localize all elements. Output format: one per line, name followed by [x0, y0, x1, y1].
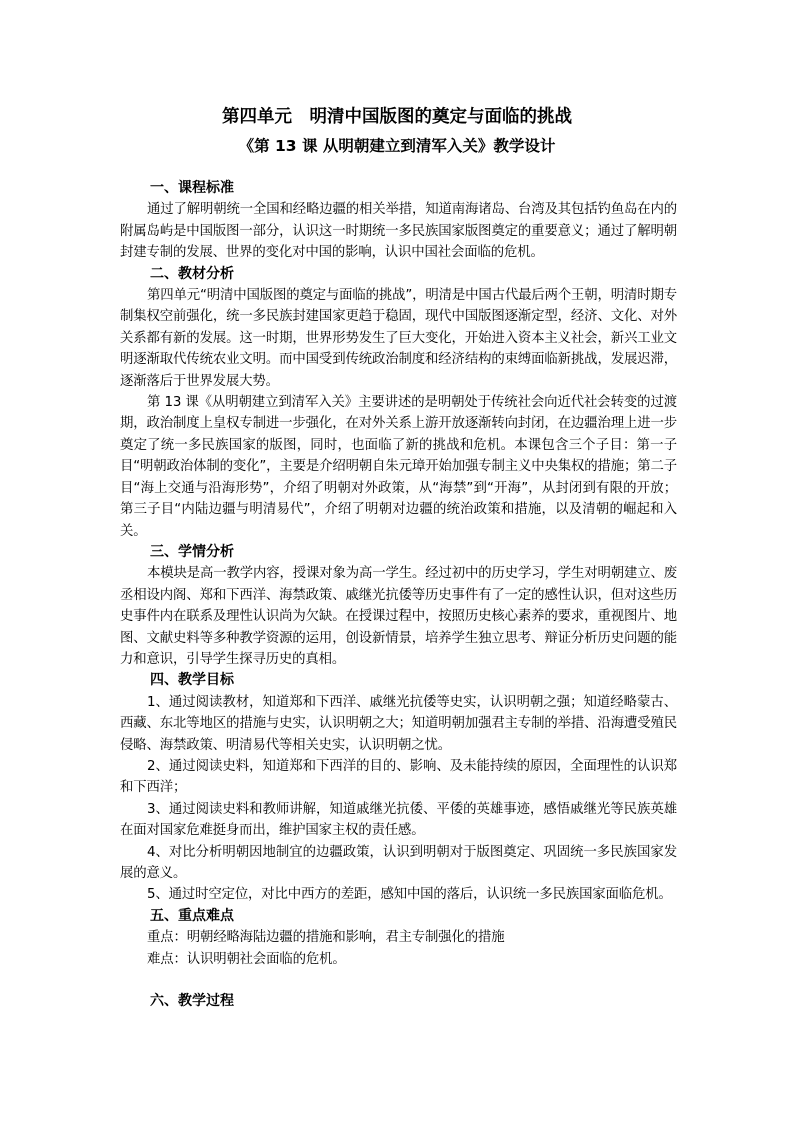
paragraph: 4、对比分析明朝因地制宜的边疆政策，认识到明朝对于版图奠定、巩固统一多民族国家发展的意义。 [120, 844, 677, 881]
section-heading: 五、重点难点 [150, 907, 234, 924]
paragraph: 3、通过阅读史料和教师讲解，知道戚继光抗倭、平倭的英雄事迹，感悟戚继光等民族英雄在面对国家危难挺身而出，维护国家主权的责任感。 [120, 801, 677, 839]
paragraph: 本模块是高一教学内容，授课对象为高一学生。经过初中的历史学习，学生对明朝建立、废丞相设内阁、郑和下西洋、海禁政策、戚继光抗倭等历史事件有了一定的感性认识，但对这些历史事件内在联系及理性认识尚为欠缺。在授课过程中，按照历史核心素养的要求，重视图片、地图、文献史料等多种教学资源的运用，创设新情景，培养学生独立思考、辩证分析历史问题的能力和意识，引导学生探寻历史的真相。 [120, 566, 677, 667]
paragraph: 1、通过阅读教材，知道郑和下西洋、戚继光抗倭等史实，认识明朝之强；知道经略蒙古、西藏、东北等地区的措施与史实，认识明朝之大；知道明朝加强君主专制的举措、沿海遭受殖民侵略、海禁政策、明清易代等相关史实，认识明朝之忧。 [120, 694, 677, 753]
section-heading: 四、教学目标 [150, 672, 234, 689]
lesson-title: 《第 13 课 从明朝建立到清军入关》教学设计 [238, 137, 556, 155]
section-heading: 一、课程标准 [150, 180, 234, 196]
unit-title: 第四单元 明清中国版图的奠定与面临的挑战 [222, 107, 572, 127]
section-heading: 二、教材分析 [150, 265, 234, 282]
paragraph: 5、通过时空定位，对比中西方的差距，感知中国的落后，认识统一多民族国家面临危机。 [147, 887, 672, 903]
paragraph: 难点：认识明朝社会面临的危机。 [147, 951, 346, 967]
section-heading: 三、学情分析 [150, 543, 234, 560]
section-heading: 六、教学过程 [150, 993, 234, 1010]
paragraph: 重点：明朝经略海陆边疆的措施和影响，君主专制强化的措施 [147, 930, 505, 946]
paragraph: 通过了解明朝统一全国和经略边疆的相关举措，知道南海诸岛、台湾及其包括钓鱼岛在内的附属岛屿是中国版图一部分，认识这一时期统一多民族国家版图奠定的重要意义；通过了解明朝封建专制的发展、世界的变化对中国的影响，认识中国社会面临的危机。 [120, 202, 677, 261]
spacer [120, 970, 677, 991]
paragraph: 2、通过阅读史料，知道郑和下西洋的目的、影响、及未能持续的原因，全面理性的认识郑和下西洋； [120, 758, 677, 796]
paragraph: 第四单元“明清中国版图的奠定与面临的挑战”，明清是中国古代最后两个王朝，明清时期专制集权空前强化，统一多民族封建国家更趋于稳固，现代中国版图逐渐定型，经济、文化、对外关系都有新的发展。这一时期，世界形势发生了巨大变化，开始进入资本主义社会，新兴工业文明逐渐取代传统农业文明。而中国受到传统政治制度和经济结构的束缚面临新挑战，发展迟滞，逐渐落后于世界发展大势。 [120, 288, 677, 389]
document-body [120, 178, 677, 1012]
paragraph: 第 13 课《从明朝建立到清军入关》主要讲述的是明朝处于传统社会向近代社会转变的过渡期，政治制度上皇权专制进一步强化，在对外关系上游开放逐渐转向封闭，在边疆治理上进一步奠定了统一多民族国家的版图，同时，也面临了新的挑战和危机。本课包含三个子目：第一子目“明朝政治体制的变化”，主要是介绍明朝自朱元璋开始加强专制主义中央集权的措施；第二子目“海上交通与沿海形势”，介绍了明朝对外政策，从“海禁”到“开海”，从封闭到有限的开放；第三子目“内陆边疆与明清易代”，介绍了明朝对边疆的统治政策和措施，以及清朝的崛起和入关。 [120, 395, 677, 539]
